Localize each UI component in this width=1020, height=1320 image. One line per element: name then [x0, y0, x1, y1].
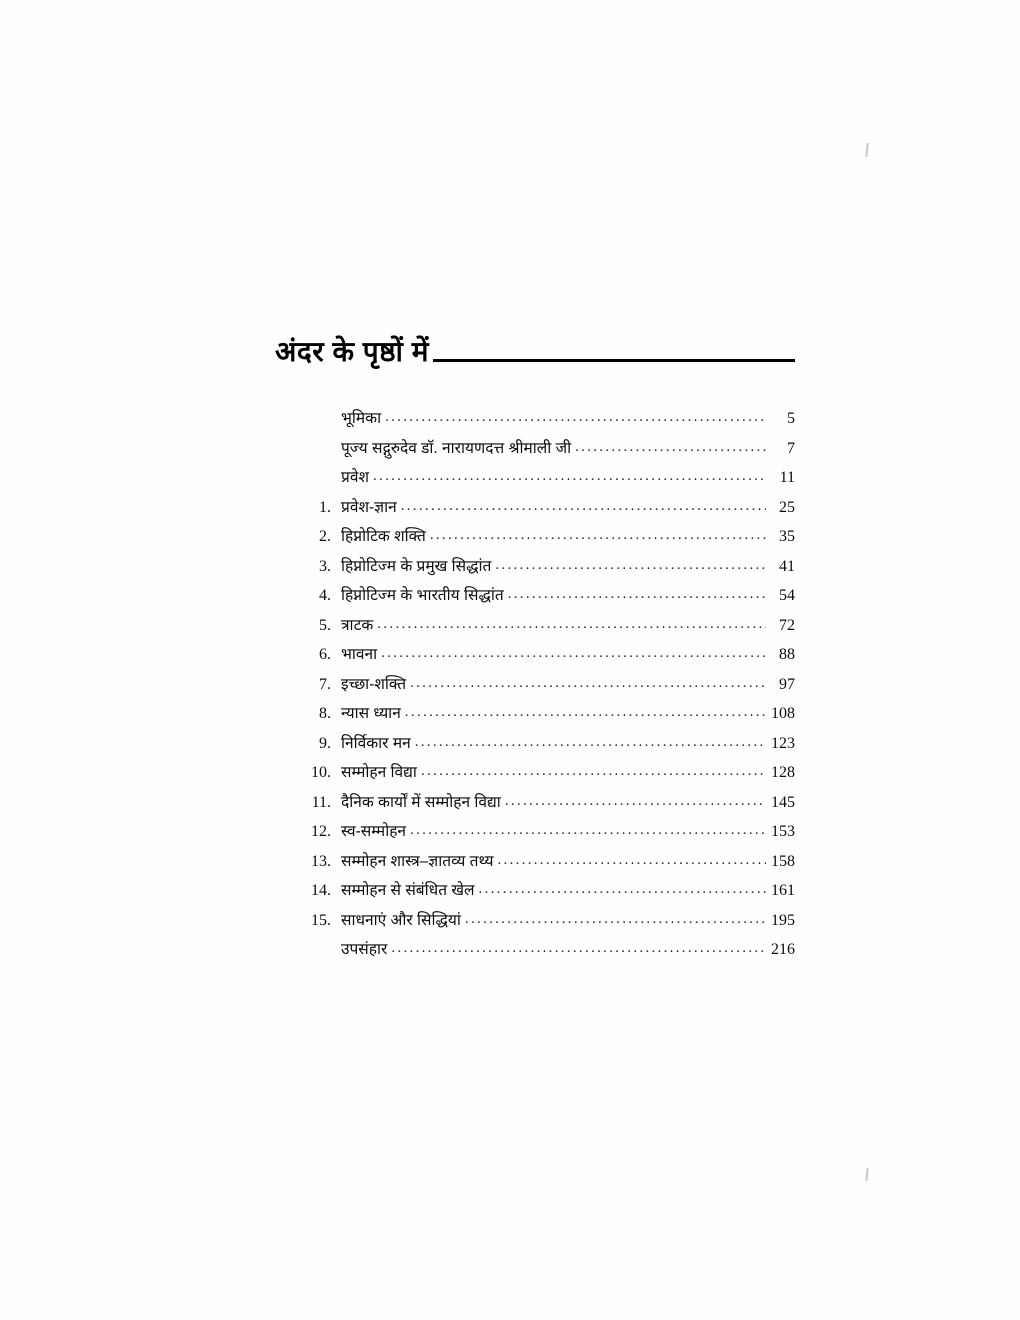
- toc-entry[interactable]: [275, 618, 795, 634]
- page-title: अंदर के पृष्ठों में: [275, 336, 429, 367]
- toc-entry-list: [275, 411, 795, 958]
- toc-leader-dots: [410, 676, 766, 691]
- toc-entry-label: सम्मोहन से संबंधित खेल: [341, 882, 475, 899]
- toc-entry-number: 15.: [311, 911, 331, 929]
- toc-entry-page-number: 108: [771, 705, 795, 722]
- toc-entry[interactable]: [275, 854, 795, 870]
- toc-entry[interactable]: [275, 677, 795, 693]
- toc-entry-label: त्राटक: [341, 616, 374, 634]
- toc-entry-label: हिप्नोटिज्म के प्रमुख सिद्धांत: [341, 557, 492, 575]
- toc-entry-number: 13.: [311, 852, 331, 870]
- toc-leader-dots: [410, 823, 766, 838]
- toc-entry[interactable]: [275, 765, 795, 781]
- toc-entry-label: साधनाएं और सिद्धियां: [341, 911, 461, 929]
- toc-entry-number: 7.: [319, 675, 331, 693]
- toc-entry[interactable]: [275, 411, 795, 427]
- toc-leader-dots: [498, 853, 767, 868]
- toc-entry[interactable]: [275, 736, 795, 752]
- toc-entry-number: 5.: [319, 616, 331, 634]
- toc-entry-label: पूज्य सद्गुरुदेव डॉ. नारायणदत्त श्रीमाली जी: [341, 439, 572, 457]
- toc-entry-page-number: 5: [787, 410, 795, 427]
- toc-entry-number: 12.: [311, 823, 331, 840]
- toc-entry-label: इच्छा-शक्ति: [341, 675, 407, 693]
- toc-leader-dots: [421, 764, 766, 779]
- heading-underline: [433, 359, 795, 362]
- toc-entry[interactable]: [275, 824, 795, 840]
- toc-entry-number: 3.: [319, 557, 331, 575]
- toc-entry-number: 1.: [319, 498, 331, 516]
- toc-entry-page-number: 88: [779, 646, 795, 663]
- toc-leader-dots: [377, 617, 766, 632]
- toc-entry-number: 10.: [311, 764, 331, 781]
- toc-entry-label: स्व-सम्मोहन: [341, 823, 407, 840]
- toc-entry[interactable]: [275, 500, 795, 516]
- toc-entry-page-number: 158: [771, 852, 795, 870]
- scan-artifact-top: [865, 143, 868, 157]
- table-of-contents: [275, 335, 795, 972]
- toc-entry[interactable]: [275, 441, 795, 457]
- toc-entry[interactable]: [275, 706, 795, 722]
- toc-entry-label: उपसंहार: [341, 941, 388, 958]
- toc-entry-number: 11.: [311, 793, 331, 811]
- toc-leader-dots: [385, 410, 766, 425]
- toc-entry[interactable]: [275, 559, 795, 575]
- toc-leader-dots: [508, 587, 766, 602]
- toc-leader-dots: [505, 794, 766, 809]
- toc-entry-page-number: 7: [787, 439, 795, 457]
- toc-entry-label: हिप्नोटिक शक्ति: [341, 528, 426, 545]
- toc-entry-page-number: 216: [771, 941, 795, 958]
- toc-entry-label: हिप्नोटिज्म के भारतीय सिद्धांत: [341, 587, 504, 604]
- toc-leader-dots: [575, 440, 766, 455]
- toc-entry-page-number: 54: [779, 587, 795, 604]
- toc-entry-label: निर्विकार मन: [341, 734, 411, 752]
- toc-leader-dots: [430, 528, 766, 543]
- toc-entry-page-number: 35: [779, 528, 795, 545]
- toc-entry-number: 8.: [319, 705, 331, 722]
- toc-leader-dots: [415, 735, 766, 750]
- toc-entry-label: प्रवेश: [341, 469, 369, 486]
- toc-entry[interactable]: [275, 913, 795, 929]
- toc-entry-page-number: 145: [771, 793, 795, 811]
- toc-entry-number: 2.: [319, 528, 331, 545]
- toc-leader-dots: [479, 882, 766, 897]
- toc-entry-page-number: 195: [771, 911, 795, 929]
- toc-leader-dots: [465, 912, 766, 927]
- toc-entry-label: सम्मोहन शास्त्र–ज्ञातव्य तथ्य: [341, 852, 494, 870]
- toc-entry[interactable]: [275, 942, 795, 958]
- toc-entry-page-number: 97: [779, 675, 795, 693]
- toc-entry-page-number: 153: [771, 823, 795, 840]
- toc-entry-page-number: 161: [771, 882, 795, 899]
- toc-entry-page-number: 72: [779, 616, 795, 634]
- toc-leader-dots: [373, 469, 766, 484]
- toc-entry-number: 4.: [319, 587, 331, 604]
- toc-entry-page-number: 123: [771, 734, 795, 752]
- toc-entry-page-number: 128: [771, 764, 795, 781]
- scan-artifact-bottom: [865, 1168, 868, 1181]
- toc-entry-label: प्रवेश-ज्ञान: [341, 498, 397, 516]
- toc-leader-dots: [401, 499, 766, 514]
- toc-entry-page-number: 25: [779, 498, 795, 516]
- toc-entry-number: 14.: [311, 882, 331, 899]
- toc-entry[interactable]: [275, 795, 795, 811]
- toc-leader-dots: [391, 941, 766, 956]
- toc-entry[interactable]: [275, 470, 795, 486]
- toc-leader-dots: [405, 705, 766, 720]
- toc-entry-number: 6.: [319, 646, 331, 663]
- toc-leader-dots: [495, 558, 766, 573]
- toc-entry-label: भावना: [341, 646, 378, 663]
- toc-entry-label: भूमिका: [341, 410, 382, 427]
- toc-entry-label: दैनिक कार्यों में सम्मोहन विद्या: [341, 793, 501, 811]
- toc-heading-row: [275, 335, 795, 369]
- toc-entry[interactable]: [275, 647, 795, 663]
- toc-entry[interactable]: [275, 588, 795, 604]
- toc-entry-page-number: 41: [779, 557, 795, 575]
- toc-leader-dots: [381, 646, 766, 661]
- toc-entry-label: न्यास ध्यान: [341, 705, 401, 722]
- toc-entry-label: सम्मोहन विद्या: [341, 764, 417, 781]
- toc-entry-number: 9.: [319, 734, 331, 752]
- toc-entry[interactable]: [275, 529, 795, 545]
- toc-entry[interactable]: [275, 883, 795, 899]
- toc-entry-page-number: 11: [779, 469, 795, 486]
